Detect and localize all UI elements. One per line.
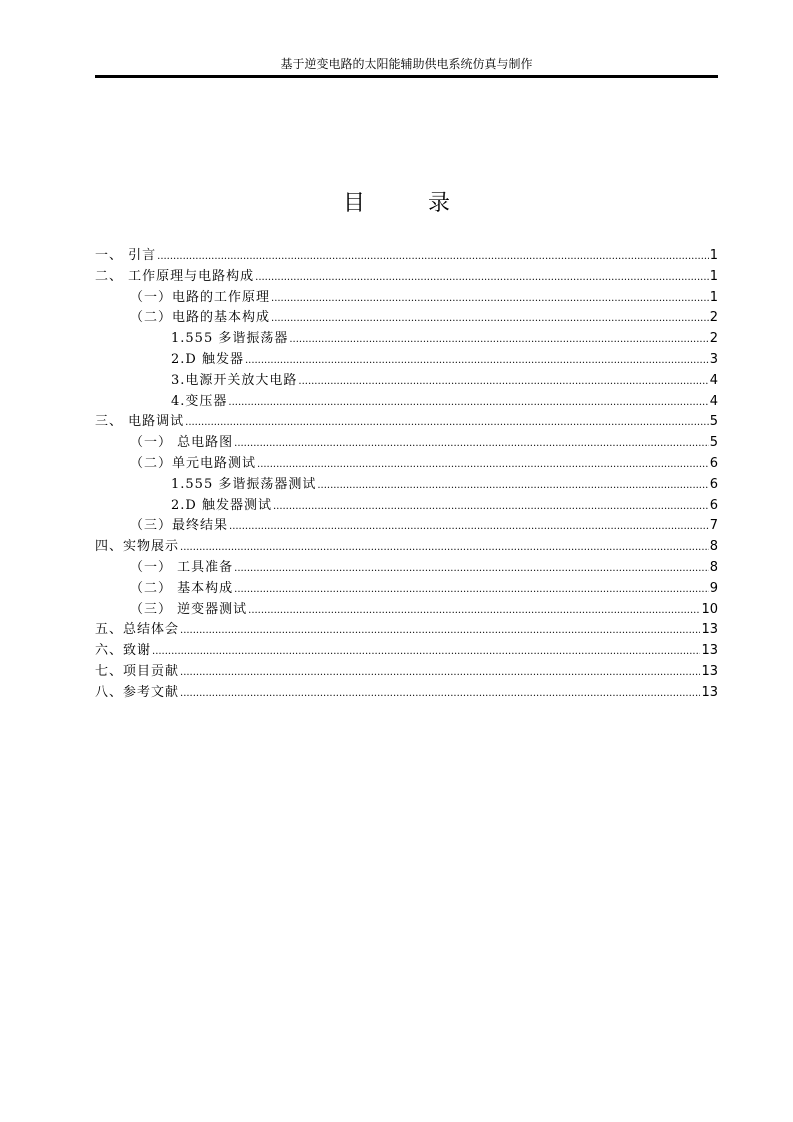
- toc-entry-label: （一）电路的工作原理: [130, 289, 271, 305]
- toc-entry-label: 1.555 多谐振荡器测试: [171, 476, 317, 492]
- toc-entry-page: 6: [709, 455, 718, 471]
- toc-entry[interactable]: [95, 662, 718, 683]
- header-rule: [95, 75, 718, 78]
- toc-entry-page: 1: [709, 289, 718, 305]
- toc-entry[interactable]: [95, 329, 718, 350]
- toc-entry-page: 2: [709, 310, 718, 326]
- toc-dot-leader: [234, 580, 709, 600]
- toc-entry-page: 6: [709, 497, 718, 513]
- toc-entry-page: 2: [709, 331, 718, 347]
- toc-entry-page: 5: [709, 435, 718, 451]
- toc-dot-leader: [245, 351, 709, 371]
- toc-entry-page: 13: [701, 622, 718, 638]
- toc-entry[interactable]: [95, 641, 718, 662]
- toc-entry-page: 5: [709, 414, 718, 430]
- toc-entry[interactable]: [95, 558, 718, 579]
- toc-entry-page: 9: [709, 580, 718, 596]
- toc-entry-page: 1: [709, 248, 718, 263]
- toc-entry[interactable]: [95, 516, 718, 537]
- toc-entry-label: （二）电路的基本构成: [130, 310, 271, 326]
- toc-entry-label: 一、 引言: [95, 248, 157, 263]
- toc-entry[interactable]: [95, 579, 718, 600]
- toc-entry-label: 四、实物展示: [95, 539, 180, 555]
- toc-entry[interactable]: [95, 308, 718, 329]
- toc-dot-leader: [180, 538, 709, 558]
- toc-entry[interactable]: [95, 537, 718, 558]
- toc-entry-page: 7: [709, 518, 718, 534]
- toc-entry-label: 2.D 触发器测试: [171, 497, 272, 513]
- toc-entry-label: 六、致谢: [95, 643, 152, 659]
- toc-entry[interactable]: [95, 475, 718, 496]
- toc-entry-page: 8: [709, 539, 718, 555]
- toc-entry-page: 1: [709, 268, 718, 284]
- toc-entry-label: 2.D 触发器: [171, 351, 244, 367]
- toc-entry[interactable]: [95, 350, 718, 371]
- toc-entry-label: 七、项目贡献: [95, 663, 180, 679]
- toc-dot-leader: [234, 559, 709, 579]
- toc-entry-label: （三） 逆变器测试: [130, 601, 248, 617]
- toc-entry[interactable]: [95, 412, 718, 433]
- toc-dot-leader: [229, 517, 709, 537]
- toc-entry[interactable]: [95, 392, 718, 413]
- toc-entry-label: 三、 电路调试: [95, 414, 185, 430]
- toc-title: 目 录: [343, 191, 478, 216]
- toc-entry[interactable]: [95, 600, 718, 621]
- running-header: 基于逆变电路的太阳能辅助供电系统仿真与制作: [280, 57, 533, 71]
- toc-dot-leader: [180, 684, 700, 704]
- toc-entry[interactable]: [95, 267, 718, 288]
- toc-entry[interactable]: [95, 454, 718, 475]
- toc-entry-page: 6: [709, 476, 718, 492]
- toc-entry-label: （一） 总电路图: [130, 435, 234, 451]
- toc-entry-label: 八、参考文献: [95, 684, 180, 700]
- toc-dot-leader: [157, 247, 709, 267]
- toc-dot-leader: [180, 663, 700, 683]
- toc-entry-label: （一） 工具准备: [130, 559, 234, 575]
- toc-entry[interactable]: [95, 683, 718, 704]
- table-of-contents: [95, 246, 718, 704]
- toc-dot-leader: [289, 330, 708, 350]
- toc-dot-leader: [248, 601, 700, 621]
- toc-entry-label: 1.555 多谐振荡器: [171, 331, 289, 347]
- toc-entry-label: 二、 工作原理与电路构成: [95, 268, 255, 284]
- toc-entry-page: 13: [701, 643, 718, 659]
- toc-entry-page: 13: [701, 663, 718, 679]
- toc-dot-leader: [152, 642, 700, 662]
- toc-entry-label: 3.电源开关放大电路: [171, 372, 298, 388]
- toc-entry-page: 10: [701, 601, 718, 617]
- toc-dot-leader: [317, 476, 708, 496]
- toc-dot-leader: [180, 621, 700, 641]
- toc-entry[interactable]: [95, 620, 718, 641]
- toc-entry-page: 4: [709, 393, 718, 409]
- toc-entry[interactable]: [95, 433, 718, 454]
- toc-entry-label: （二） 基本构成: [130, 580, 234, 596]
- toc-dot-leader: [273, 497, 709, 517]
- toc-entry[interactable]: [95, 371, 718, 392]
- toc-dot-leader: [255, 268, 709, 288]
- toc-dot-leader: [298, 372, 708, 392]
- toc-dot-leader: [185, 413, 709, 433]
- toc-entry-label: （三）最终结果: [130, 518, 229, 534]
- toc-entry-label: 4.变压器: [171, 393, 228, 409]
- toc-dot-leader: [228, 393, 708, 413]
- toc-entry-label: （二）单元电路测试: [130, 455, 257, 471]
- toc-dot-leader: [257, 455, 709, 475]
- toc-entry-page: 3: [709, 351, 718, 367]
- toc-entry-page: 4: [709, 372, 718, 388]
- toc-entry[interactable]: [95, 288, 718, 309]
- toc-entry-label: 五、总结体会: [95, 622, 180, 638]
- toc-dot-leader: [271, 289, 709, 309]
- toc-entry-page: 13: [701, 684, 718, 700]
- toc-entry-page: 8: [709, 559, 718, 575]
- toc-dot-leader: [234, 434, 709, 454]
- toc-entry[interactable]: [95, 246, 718, 267]
- toc-dot-leader: [271, 309, 709, 329]
- toc-entry[interactable]: [95, 496, 718, 517]
